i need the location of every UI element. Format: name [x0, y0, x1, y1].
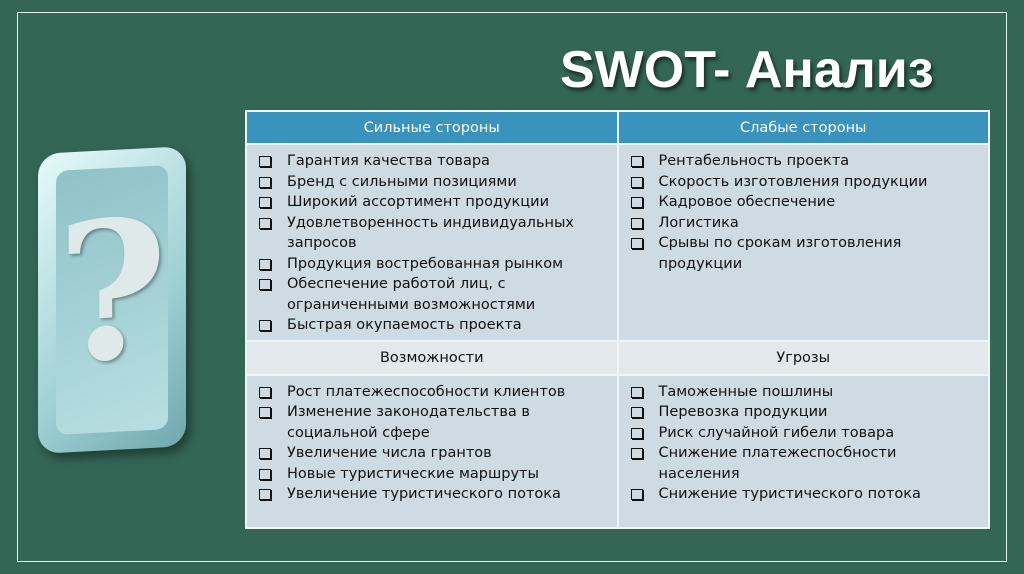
checkbox-bullet-icon: [259, 156, 271, 167]
checkbox-bullet-icon: [259, 448, 271, 459]
checkbox-bullet-icon: [631, 387, 643, 398]
checkbox-bullet-icon: [631, 238, 643, 249]
question-mark-image: [38, 146, 186, 454]
list-item-text: Бренд с сильными позициями: [287, 173, 517, 190]
checkbox-bullet-icon: [259, 469, 271, 480]
list-item-text: Кадровое обеспечение: [658, 194, 836, 210]
checkbox-bullet-icon: [631, 177, 643, 188]
list-item: [629, 192, 981, 213]
strengths-list: [257, 151, 609, 336]
checkbox-bullet-icon: [259, 197, 271, 208]
checkbox-bullet-icon: [631, 489, 643, 500]
weaknesses-list: [629, 151, 981, 274]
checkbox-bullet-icon: [259, 279, 271, 290]
list-item: [629, 382, 981, 403]
list-item: [629, 213, 981, 234]
checkbox-bullet-icon: [259, 489, 271, 500]
checkbox-bullet-icon: [631, 428, 643, 439]
list-item-text: Рост платежеспособности клиентов: [287, 383, 566, 400]
question-mark-icon: ?: [56, 177, 168, 406]
checkbox-bullet-icon: [259, 407, 271, 418]
threats-header: Угрозы: [618, 341, 990, 375]
swot-table: [245, 110, 990, 529]
checkbox-bullet-icon: [259, 218, 271, 229]
checkbox-bullet-icon: [631, 448, 643, 459]
list-item: [257, 172, 609, 193]
list-item-text: Рентабельность проекта: [658, 153, 850, 169]
checkbox-bullet-icon: [259, 259, 271, 270]
list-item: [629, 172, 981, 193]
list-item: [257, 315, 609, 336]
checkbox-bullet-icon: [631, 156, 643, 167]
list-item: [257, 151, 609, 172]
list-item-text: Срывы по срокам изготовления продукции: [658, 235, 902, 272]
slide-title: SWOT- Анализ: [560, 41, 934, 99]
list-item-text: Таможенные пошлины: [658, 383, 834, 400]
checkbox-bullet-icon: [631, 218, 643, 229]
checkbox-bullet-icon: [259, 387, 271, 398]
strengths-header: Сильные стороны: [246, 111, 618, 144]
list-item: [629, 443, 981, 484]
list-item-text: Логистика: [658, 214, 739, 231]
opportunities-header: Возможности: [246, 341, 618, 375]
list-item-text: Продукция востребованная рынком: [287, 255, 564, 272]
checkbox-bullet-icon: [259, 320, 271, 331]
list-item: [257, 382, 609, 403]
list-item-text: Увеличение числа грантов: [287, 445, 492, 461]
list-item: [257, 402, 609, 443]
list-item: [629, 151, 981, 172]
list-item-text: Удовлетворенность индивидуальных запросов: [287, 214, 574, 251]
list-item: [257, 443, 609, 464]
list-item-text: Перевозка продукции: [658, 404, 828, 420]
list-item-text: Обеспечение работой лиц, с ограниченными возможностями: [287, 276, 536, 313]
checkbox-bullet-icon: [631, 407, 643, 418]
threats-list: [629, 382, 981, 505]
list-item: [257, 484, 609, 505]
list-item-text: Изменение законодательства в социальной сфере: [287, 404, 530, 441]
list-item: [629, 233, 981, 274]
list-item: [257, 254, 609, 275]
weaknesses-header: Слабые стороны: [618, 111, 990, 144]
list-item-text: Снижение платежеспосбности населения: [658, 445, 897, 482]
list-item-text: Новые туристические маршруты: [287, 465, 539, 482]
list-item-text: Снижение туристического потока: [658, 486, 921, 502]
list-item: [629, 484, 981, 505]
checkbox-bullet-icon: [631, 197, 643, 208]
list-item-text: Широкий ассортимент продукции: [287, 194, 550, 210]
list-item: [629, 423, 981, 444]
list-item-text: Увеличение туристического потока: [287, 486, 561, 502]
list-item-text: Гарантия качества товара: [287, 153, 490, 169]
list-item-text: Быстрая окупаемость проекта: [287, 317, 522, 333]
list-item: [629, 402, 981, 423]
list-item: [257, 192, 609, 213]
list-item-text: Риск случайной гибели товара: [658, 424, 895, 441]
list-item-text: Скорость изготовления продукции: [658, 173, 928, 190]
checkbox-bullet-icon: [259, 177, 271, 188]
list-item: [257, 274, 609, 315]
opportunities-list: [257, 382, 609, 505]
list-item: [257, 213, 609, 254]
list-item: [257, 464, 609, 485]
